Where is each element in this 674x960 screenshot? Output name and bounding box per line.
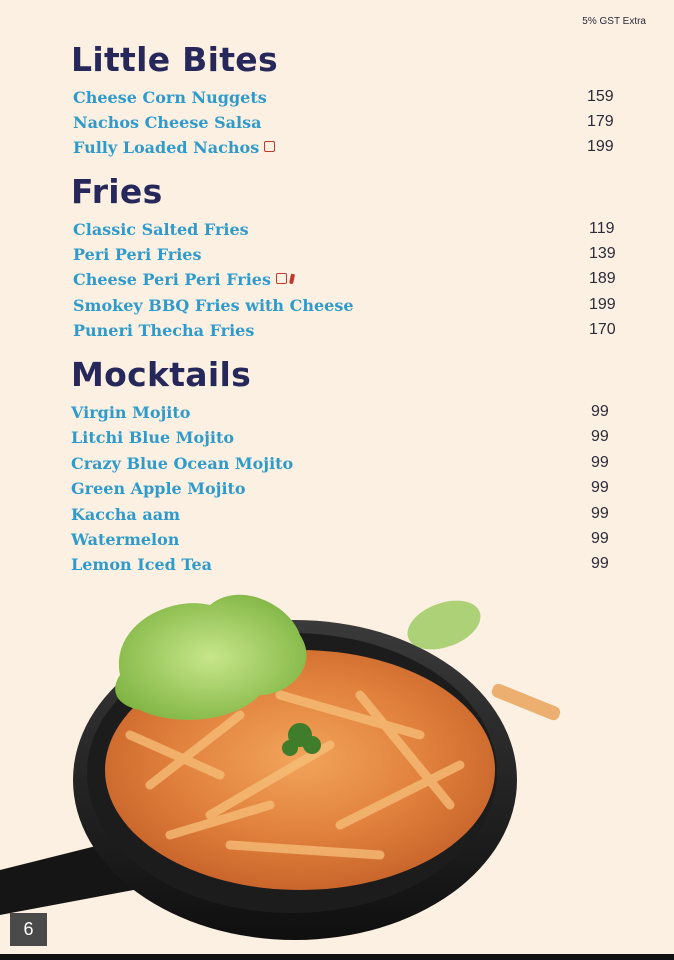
menu-item bbox=[73, 296, 616, 318]
food-image bbox=[0, 585, 674, 955]
item-name: Watermelon bbox=[71, 530, 180, 549]
item-price: 99 bbox=[591, 479, 609, 496]
menu-item bbox=[73, 88, 613, 110]
item-price: 119 bbox=[589, 220, 615, 237]
item-name: Green Apple Mojito bbox=[71, 479, 246, 498]
menu-item bbox=[71, 530, 611, 552]
menu-item bbox=[71, 403, 611, 425]
section-heading-mocktails: Mocktails bbox=[71, 355, 252, 394]
item-price: 99 bbox=[591, 428, 609, 445]
item-price: 99 bbox=[591, 530, 609, 547]
menu-item bbox=[71, 479, 611, 501]
chef-icon bbox=[276, 273, 287, 284]
chili-icon bbox=[289, 273, 295, 284]
menu-item bbox=[73, 245, 616, 267]
item-price: 189 bbox=[589, 270, 616, 287]
gst-note: 5% GST Extra bbox=[582, 16, 646, 27]
item-price: 99 bbox=[591, 555, 609, 572]
menu-item bbox=[73, 220, 613, 242]
item-price: 99 bbox=[591, 454, 609, 471]
item-name: Puneri Thecha Fries bbox=[73, 321, 255, 340]
item-name: Lemon Iced Tea bbox=[71, 555, 213, 574]
menu-item bbox=[71, 428, 611, 450]
menu-item bbox=[71, 454, 611, 476]
item-price: 199 bbox=[587, 138, 614, 155]
page-number: 6 bbox=[10, 913, 47, 946]
item-name: Nachos Cheese Salsa bbox=[73, 113, 262, 132]
item-price: 99 bbox=[591, 505, 609, 522]
item-name: Virgin Mojito bbox=[71, 403, 191, 422]
section-heading-little-bites: Little Bites bbox=[71, 40, 278, 79]
menu-item bbox=[71, 555, 611, 577]
menu-item bbox=[73, 113, 613, 135]
item-name: Smokey BBQ Fries with Cheese bbox=[73, 296, 354, 315]
menu-item bbox=[73, 138, 613, 160]
item-name: Classic Salted Fries bbox=[73, 220, 249, 239]
chef-icon bbox=[264, 141, 275, 152]
item-name: Litchi Blue Mojito bbox=[71, 428, 235, 447]
item-price: 99 bbox=[591, 403, 609, 420]
item-name: Cheese Peri Peri Fries bbox=[73, 270, 271, 289]
item-price: 159 bbox=[587, 88, 614, 105]
item-price: 139 bbox=[589, 245, 616, 262]
menu-item bbox=[73, 321, 616, 343]
item-price: 179 bbox=[587, 113, 614, 130]
section-heading-fries: Fries bbox=[71, 172, 163, 211]
bottom-border bbox=[0, 954, 674, 960]
item-price: 170 bbox=[589, 321, 616, 338]
item-price: 199 bbox=[589, 296, 616, 313]
menu-item bbox=[71, 505, 611, 527]
item-name: Crazy Blue Ocean Mojito bbox=[71, 454, 294, 473]
item-name: Cheese Corn Nuggets bbox=[73, 88, 267, 107]
item-name: Fully Loaded Nachos bbox=[73, 138, 260, 157]
item-name: Peri Peri Fries bbox=[73, 245, 202, 264]
item-name: Kaccha aam bbox=[71, 505, 180, 524]
menu-item bbox=[73, 270, 616, 292]
